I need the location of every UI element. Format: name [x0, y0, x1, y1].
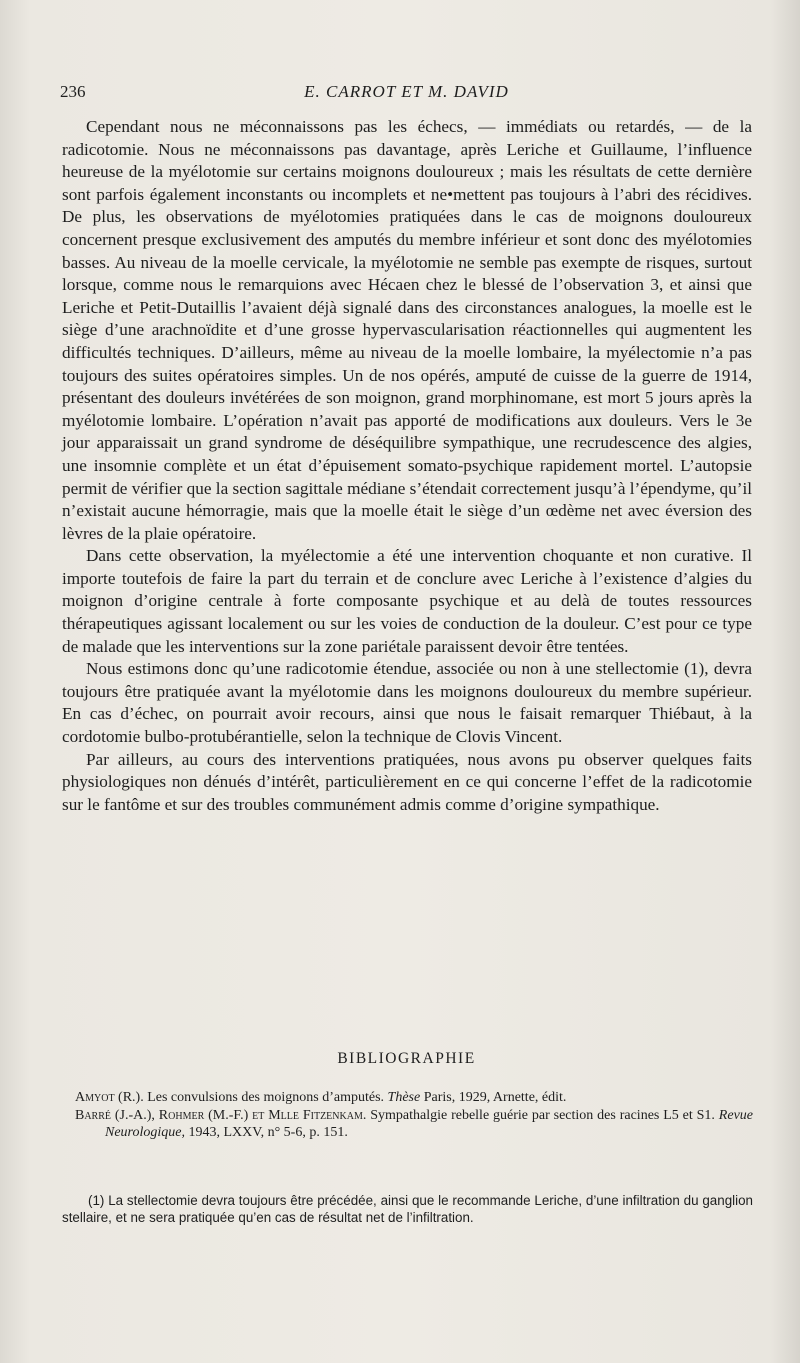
- bibliography-list: [75, 1089, 753, 1142]
- body-text: [62, 116, 752, 816]
- bibliography-heading: BIBLIOGRAPHIE: [337, 1050, 476, 1067]
- entry-journal: Thèse: [387, 1090, 421, 1105]
- entry-details: Paris, 1929, Arnette, édit.: [423, 1090, 567, 1105]
- entry-title: Les convulsions des moignons d’amputés.: [147, 1090, 385, 1105]
- bibliography-entry: [75, 1107, 753, 1142]
- entry-title: Sympathalgie rebelle guérie par section des racines L5 et S1.: [370, 1107, 715, 1123]
- body-paragraph: Cependant nous ne méconnaissons pas les échecs, — immédiats ou retardés, — de la radicotomie. Nous ne méconnaissons pas davantage, après Leriche et Guillaume, l’influence heureuse de la myélotomie sur certains moignons douloureux ; mais les résultats de cette dernière sont parfois également inconstants ou incomplets et ne•mettent pas toujours à l’abri des récidives. De plus, les observations de myélotomies pratiquées dans le cas de moignons douloureux concernent presque exclusivement des amputés du membre inférieur et sont donc des myélotomies basses. Au niveau de la moelle cervicale, la myélotomie ne semble pas exempte de risques, surtout lorsque, comme nous le remarquions avec Hécaen chez le blessé de l’observation 3, et ainsi que Leriche et Petit-Dutaillis l’avaient déjà signalé dans des circonstances analogues, la moelle est le siège d’une arachnoïdite et d’une grosse hypervascularisation réactionnelles qui augmentent les difficultés techniques. D’ailleurs, même au niveau de la moelle lombaire, la myélectomie n’a pas toujours des suites opératoires simples. Un de nos opérés, amputé de cuisse de la guerre de 1914, présentant des douleurs invétérées de son moignon, grand morphinomane, est mort 5 jours après la myélotomie lombaire. L’opération n’avait pas apporté de modifications aux douleurs. Vers le 3e jour apparaissait un grand syndrome de déséquilibre sympathique, une recrudescence des algies, une insomnie complète et un état d’épuisement somato-psychique rapidement mortel. L’autopsie permit de vérifier que la section sagittale médiane s’étendait correctement jusqu’à l’épendyme, qu’il n’existait aucune hémorragie, mais que la moelle était le siège d’un œdème net avec éversion des lèvres de la plaie opératoire.: [62, 117, 752, 543]
- footnote: [62, 1193, 753, 1226]
- body-paragraph: Par ailleurs, au cours des interventions pratiquées, nous avons pu observer quelques faits physiologiques non dénués d’intérêt, particulièrement en ce qui concerne l’effet de la radicotomie sur le fantôme et sur des troubles communément admis comme d’origine sympathique.: [62, 749, 752, 814]
- bibliography-entry: [75, 1089, 753, 1107]
- entry-journal: Revue Neurologique,: [105, 1107, 753, 1140]
- running-title: E. CARROT ET M. DAVID: [304, 82, 509, 101]
- page-number: 236: [60, 82, 86, 101]
- entry-authors: Amyot (R.).: [75, 1090, 144, 1105]
- footnote-text: (1) La stellectomie devra toujours être précédée, ainsi que le recommande Leriche, d’une infiltration du ganglion stellaire, et ne sera pratiquée qu’en cas de résultat net de l’infiltration.: [62, 1193, 753, 1225]
- body-paragraph: Nous estimons donc qu’une radicotomie étendue, associée ou non à une stellectomie (1), devra toujours être pratiquée avant la myélotomie dans les moignons douloureux du membre supérieur. En cas d’échec, on pourrait avoir recours, ainsi que nous le faisait remarquer Thiébaut, à la cordotomie bulbo-protubérantielle, selon la technique de Clovis Vincent.: [62, 659, 752, 747]
- page-header: [60, 82, 753, 106]
- body-paragraph: Dans cette observation, la myélectomie a été une intervention choquante et non curative. Il importe toutefois de faire la part du terrain et de conclure avec Leriche à l’existence d’algies du moignon d’origine centrale à forte composante psychique et au delà de toutes ressources thérapeutiques agissant localement ou sur les voies de conduction de la douleur. C’est pour ce type de malade que les interventions sur la zone pariétale paraissent devoir être tentées.: [62, 546, 752, 656]
- entry-authors: Barré (J.-A.), Rohmer (M.-F.) et Mlle Fitzenkam.: [75, 1107, 367, 1123]
- entry-details: 1943, LXXV, n° 5-6, p. 151.: [188, 1125, 348, 1140]
